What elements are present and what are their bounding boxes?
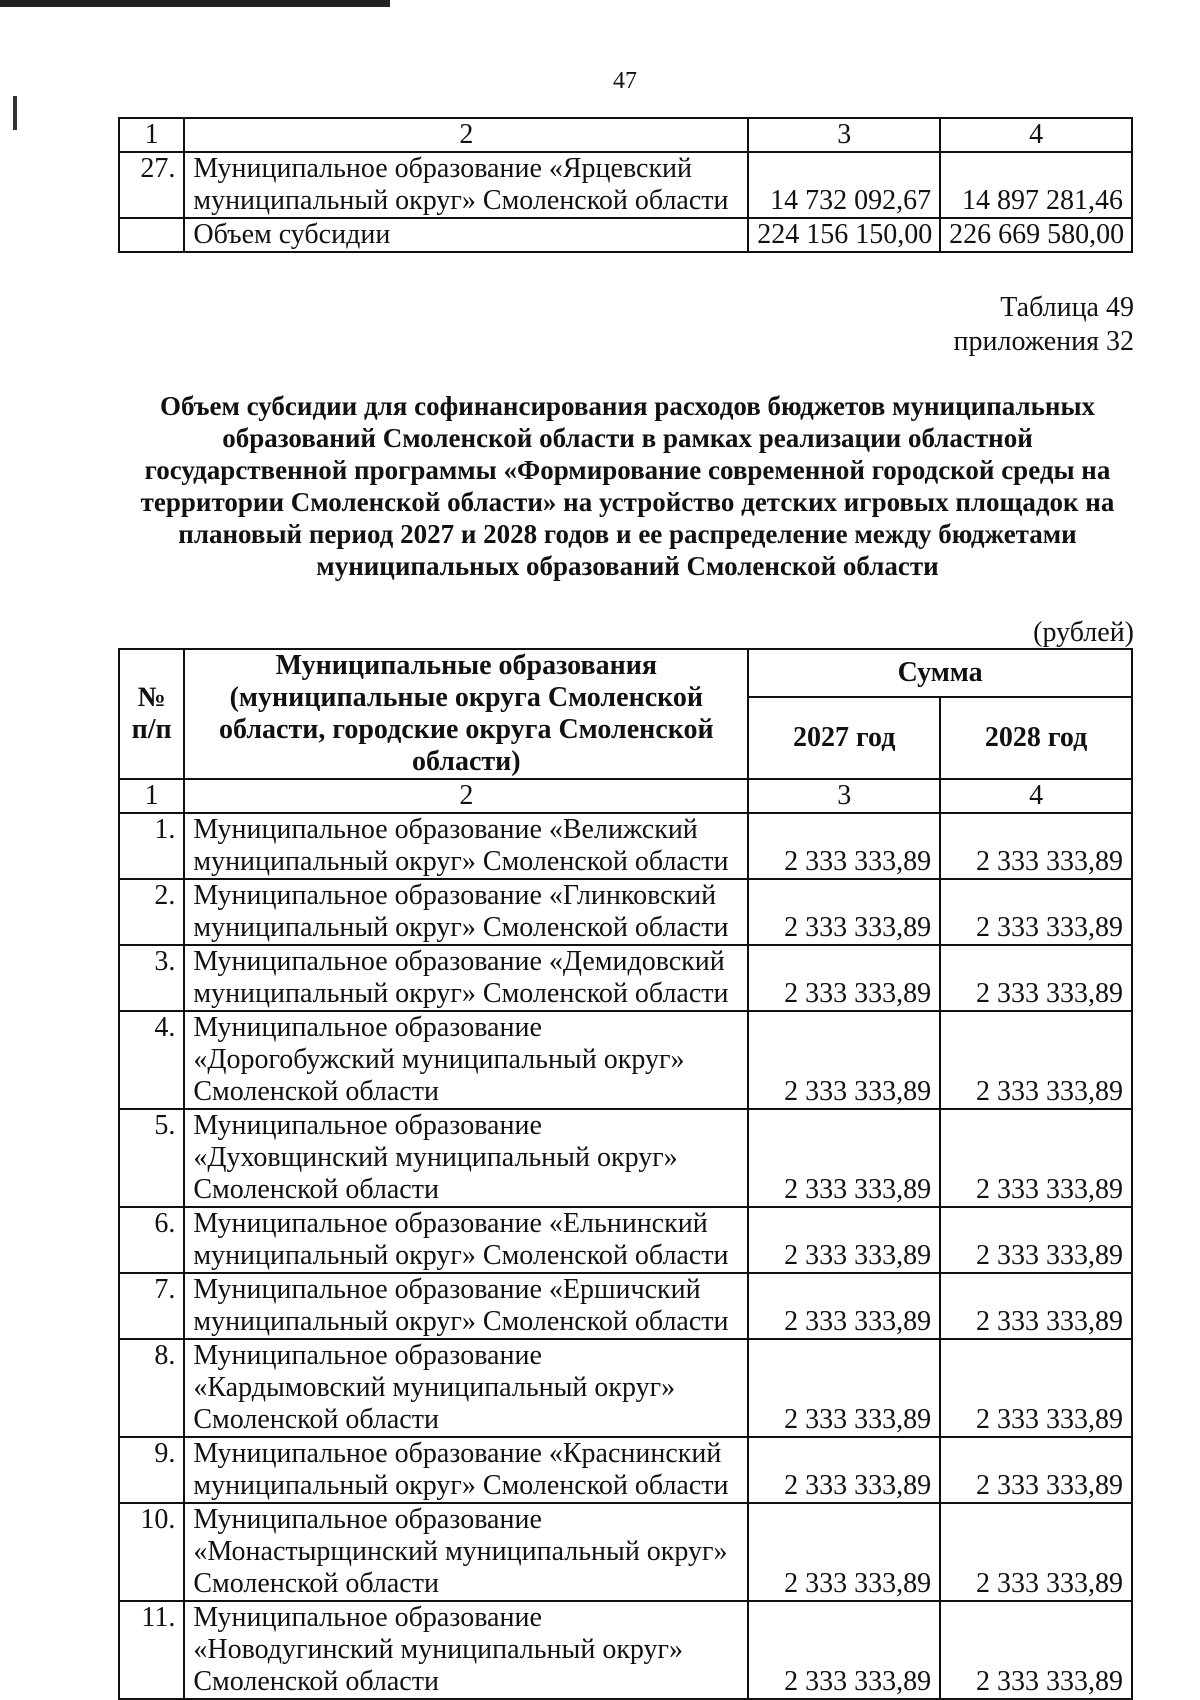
row-value-2028: 2 333 333,89 (940, 1339, 1132, 1437)
table-row (119, 945, 1132, 1011)
table-row (119, 1207, 1132, 1273)
column-number: 3 (748, 118, 940, 152)
table-row (119, 152, 1132, 218)
row-name: Муниципальное образование «Демидовский муниципальный округ» Смоленской области (184, 945, 748, 1011)
row-name: Муниципальное образование «Дорогобужский муниципальный округ» Смоленской области (184, 1011, 748, 1109)
total-label: Объем субсидии (184, 218, 748, 252)
document-title: Объем субсидии для софинансирования расходов бюджетов муниципальных образований Смоленской области в рамках реализации областной государственной программы «Формирование современной городской среды на территории Смоленской области» на устройство детских игровых площадок на плановый период 2027 и 2028 годов и ее распределение между бюджетами муниципальных образований Смоленской области (140, 391, 1115, 581)
table-row (119, 1601, 1132, 1699)
total-value-2027: 224 156 150,00 (748, 218, 940, 252)
row-value-2027: 2 333 333,89 (748, 1207, 940, 1273)
row-name: Муниципальное образование «Новодугинский муниципальный округ» Смоленской области (184, 1601, 748, 1699)
row-index: 27. (119, 152, 184, 218)
row-value-2027: 2 333 333,89 (748, 945, 940, 1011)
table-row (119, 1011, 1132, 1109)
subsidy-table (118, 648, 1133, 1700)
table-row (119, 813, 1132, 879)
row-index: 4. (119, 1011, 184, 1109)
row-value-2028: 2 333 333,89 (940, 1011, 1132, 1109)
row-index: 10. (119, 1503, 184, 1601)
row-value-2028: 2 333 333,89 (940, 1437, 1132, 1503)
row-value-2027: 2 333 333,89 (748, 1109, 940, 1207)
row-value-2027: 2 333 333,89 (748, 1339, 940, 1437)
total-value-2028: 226 669 580,00 (940, 218, 1132, 252)
column-number: 3 (748, 779, 940, 813)
row-name: Муниципальное образование «Духовщинский муниципальный округ» Смоленской области (184, 1109, 748, 1207)
column-number-row (119, 779, 1132, 813)
table-body (119, 813, 1132, 1699)
table-header-row (119, 118, 1132, 152)
row-index: 5. (119, 1109, 184, 1207)
table-label: Таблица 49 (1000, 292, 1134, 323)
column-number: 1 (119, 779, 184, 813)
row-value-2028: 2 333 333,89 (940, 1207, 1132, 1273)
row-name: Муниципальное образование «Ельнинский муниципальный округ» Смоленской области (184, 1207, 748, 1273)
row-value-2028: 14 897 281,46 (940, 152, 1132, 218)
row-value-2027: 2 333 333,89 (748, 813, 940, 879)
table-row (119, 1273, 1132, 1339)
row-value-2028: 2 333 333,89 (940, 1109, 1132, 1207)
row-index: 1. (119, 813, 184, 879)
row-value-2027: 2 333 333,89 (748, 1437, 940, 1503)
row-value-2027: 2 333 333,89 (748, 1011, 940, 1109)
appendix-label: приложения 32 (953, 326, 1134, 357)
row-value-2028: 2 333 333,89 (940, 945, 1132, 1011)
row-index: 11. (119, 1601, 184, 1699)
page-number: 47 (613, 68, 637, 94)
table-row (119, 1339, 1132, 1437)
row-value-2027: 14 732 092,67 (748, 152, 940, 218)
previous-table (118, 117, 1133, 253)
row-index: 7. (119, 1273, 184, 1339)
row-name: Муниципальное образование «Монастырщинский муниципальный округ» Смоленской области (184, 1503, 748, 1601)
row-value-2028: 2 333 333,89 (940, 813, 1132, 879)
row-value-2027: 2 333 333,89 (748, 1601, 940, 1699)
row-name: Муниципальное образование «Ершичский муниципальный округ» Смоленской области (184, 1273, 748, 1339)
row-name: Муниципальное образование «Велижский муниципальный округ» Смоленской области (184, 813, 748, 879)
column-number: 2 (184, 779, 748, 813)
total-row (119, 218, 1132, 252)
header-municipality: Муниципальные образования (муниципальные округа Смоленской области, городские округа Смоленской области) (184, 649, 748, 779)
scan-edge-mark (13, 96, 17, 130)
row-name: Муниципальное образование «Кардымовский муниципальный округ» Смоленской области (184, 1339, 748, 1437)
row-value-2028: 2 333 333,89 (940, 1503, 1132, 1601)
header-2027: 2027 год (748, 697, 940, 779)
row-name: Муниципальное образование «Глинковский муниципальный округ» Смоленской области (184, 879, 748, 945)
table-header-row (119, 649, 1132, 697)
row-value-2028: 2 333 333,89 (940, 879, 1132, 945)
table-row (119, 879, 1132, 945)
units-label: (рублей) (1033, 617, 1134, 648)
row-value-2027: 2 333 333,89 (748, 1503, 940, 1601)
column-number: 2 (184, 118, 748, 152)
row-name: Муниципальное образование «Краснинский муниципальный округ» Смоленской области (184, 1437, 748, 1503)
row-value-2028: 2 333 333,89 (940, 1601, 1132, 1699)
column-number: 4 (940, 779, 1132, 813)
column-number: 4 (940, 118, 1132, 152)
row-index: 6. (119, 1207, 184, 1273)
row-index: 9. (119, 1437, 184, 1503)
row-index: 3. (119, 945, 184, 1011)
row-value-2027: 2 333 333,89 (748, 879, 940, 945)
column-number: 1 (119, 118, 184, 152)
header-2028: 2028 год (940, 697, 1132, 779)
scan-edge-mark (0, 0, 390, 7)
row-index: 2. (119, 879, 184, 945)
row-name: Муниципальное образование «Ярцевский муниципальный округ» Смоленской области (184, 152, 748, 218)
header-number: № п/п (119, 649, 184, 779)
table-row (119, 1437, 1132, 1503)
table-row (119, 1503, 1132, 1601)
row-value-2028: 2 333 333,89 (940, 1273, 1132, 1339)
table-row (119, 1109, 1132, 1207)
row-value-2027: 2 333 333,89 (748, 1273, 940, 1339)
row-index: 8. (119, 1339, 184, 1437)
header-sum: Сумма (748, 649, 1132, 697)
